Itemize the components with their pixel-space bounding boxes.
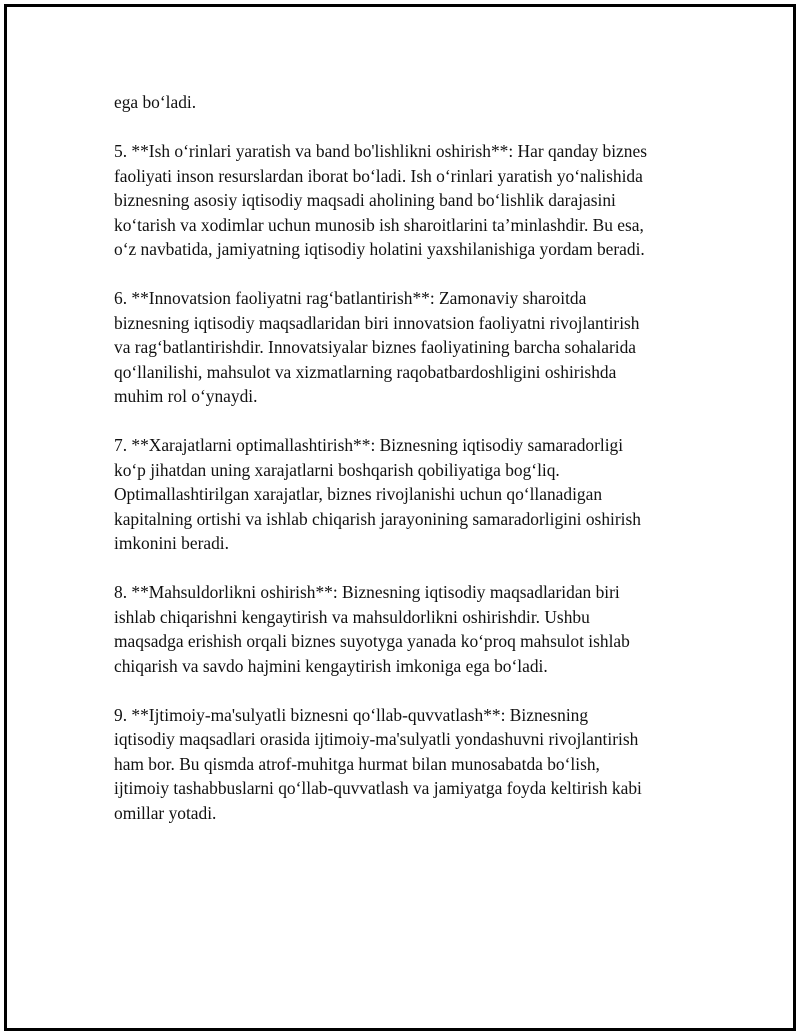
text-line: ishlab chiqarishni kengaytirish va mahsuldorlikni oshirishdir. Ushbu [114, 606, 590, 627]
text-line: 7. **Xarajatlarni optimallashtirish**: Biznesning iqtisodiy samaradorligi [114, 435, 624, 455]
text-line: ko‘p jihatdan uning xarajatlarni boshqarish qobiliyatiga bog‘liq. [114, 459, 560, 480]
text-line: ko‘tarish va xodimlar uchun munosib ish sharoitlarini ta’minlashdir. Bu esa, [114, 214, 644, 235]
text-line: qo‘llanilishi, mahsulot va xizmatlarning raqobatbardoshligini oshirishda [114, 361, 617, 382]
paragraph-continuation [114, 90, 694, 115]
text-line: kapitalning ortishi va ishlab chiqarish jarayonining samaradorligini oshirish [114, 508, 641, 529]
paragraph-item-5 [114, 139, 694, 262]
text-line: iqtisodiy maqsadlari orasida ijtimoiy-ma'sulyatli yondashuvni rivojlantirish [114, 729, 639, 749]
paragraph-item-6 [114, 286, 694, 409]
text-line: 5. **Ish o‘rinlari yaratish va band bo'lishlikni oshirish**: Har qanday biznes [114, 141, 647, 161]
text-line: ijtimoiy tashabbuslarni qo‘llab-quvvatlash va jamiyatga foyda keltirish kabi [114, 778, 642, 798]
text-line: omillar yotadi. [114, 802, 217, 823]
paragraph-item-7 [114, 433, 694, 556]
text-line: faoliyati inson resurslardan iborat bo‘ladi. Ish o‘rinlari yaratish yo‘nalishida [114, 165, 643, 186]
text-line: biznesning iqtisodiy maqsadlaridan biri innovatsion faoliyatni rivojlantirish [114, 312, 640, 333]
text-line: biznesning asosiy iqtisodiy maqsadi aholining band bo‘lishlik darajasini [114, 190, 616, 210]
text-line: ham bor. Bu qismda atrof-muhitga hurmat bilan munosabatda bo‘lish, [114, 753, 600, 774]
text-line: maqsadga erishish orqali biznes suyotyga yanada ko‘proq mahsulot ishlab [114, 631, 630, 651]
document-body [114, 90, 694, 850]
text-line: ega bo‘ladi. [114, 92, 197, 112]
text-line: o‘z navbatida, jamiyatning iqtisodiy holatini yaxshilanishiga yordam beradi. [114, 239, 645, 259]
text-line: muhim rol o‘ynaydi. [114, 386, 258, 406]
paragraph-item-8 [114, 580, 694, 678]
text-line: 6. **Innovatsion faoliyatni rag‘batlantirish**: Zamonaviy sharoitda [114, 288, 587, 308]
paragraph-item-9 [114, 703, 694, 826]
text-line: 9. **Ijtimoiy-ma'sulyatli biznesni qo‘llab-quvvatlash**: Biznesning [114, 704, 589, 725]
text-line: Optimallashtirilgan xarajatlar, biznes rivojlanishi uchun qo‘llanadigan [114, 484, 603, 504]
text-line: va rag‘batlantirishdir. Innovatsiyalar biznes faoliyatining barcha sohalarida [114, 337, 637, 357]
text-line: chiqarish va savdo hajmini kengaytirish imkoniga ega bo‘ladi. [114, 655, 548, 676]
text-line: imkonini beradi. [114, 533, 229, 553]
text-line: 8. **Mahsuldorlikni oshirish**: Biznesning iqtisodiy maqsadlaridan biri [114, 582, 620, 602]
